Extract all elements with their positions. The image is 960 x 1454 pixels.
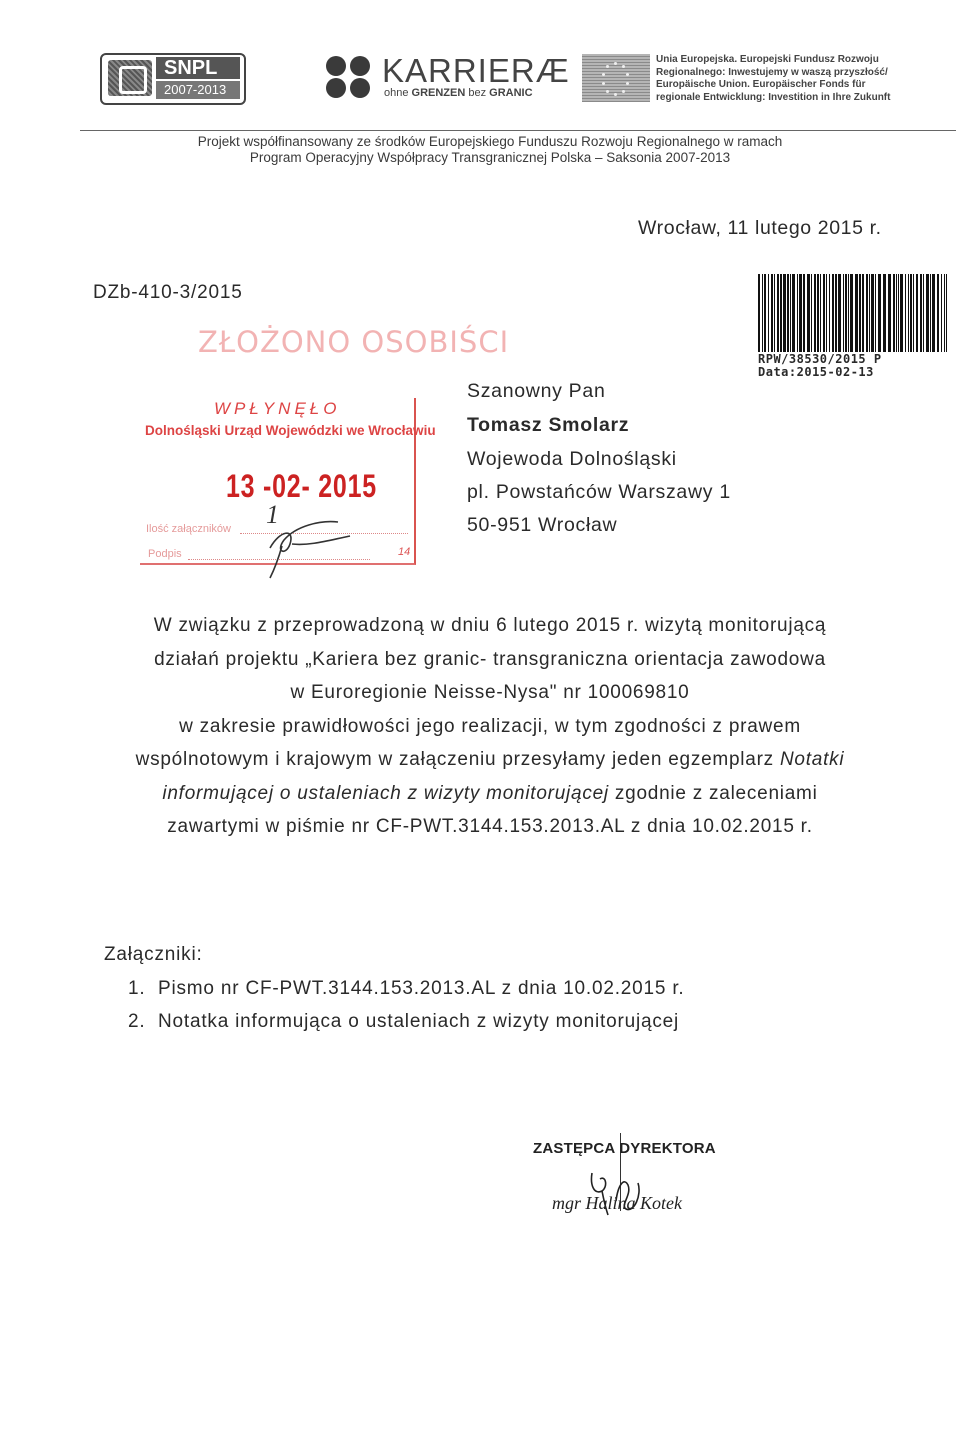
- body-line: wspólnotowym i krajowym w załączeniu przesyłamy jeden egzemplarz Notatki: [135, 749, 845, 770]
- snpl-logo-years: 2007-2013: [156, 81, 240, 99]
- stamp-wplynelo: WPŁYNĘŁO: [214, 399, 341, 418]
- barcode-label: RPW/38530/2015 P Data:2015-02-13: [758, 352, 882, 379]
- recipient-salutation: Szanowny Pan: [467, 380, 606, 402]
- handwritten-signature: [580, 1165, 700, 1225]
- recipient-title: Wojewoda Dolnośląski: [467, 448, 677, 470]
- eu-funding-text: Unia Europejska. Europejski Fundusz Rozwoju Regionalnego: Inwestujemy w waszą przyszłość/ Europäische Union. Europäischer Fonds für regionale Entwicklung: Investition in Ihre Zukunft: [656, 54, 891, 103]
- attachments-title: Załączniki:: [104, 944, 203, 965]
- body-line: informującej o ustaleniach z wizyty monitorującej zgodnie z zaleceniami: [162, 782, 818, 804]
- attachment-item: 2. Notatka informująca o ustaleniach z wizyty monitorującej: [128, 1011, 680, 1032]
- karriere-dots-icon: [326, 56, 374, 100]
- stamp-attachments-label: Ilość załączników: [146, 523, 231, 535]
- stamp-zlozono-osobiscie: ZŁOŻONO OSOBIŚCI: [198, 325, 510, 359]
- document-reference: DZb-410-3/2015: [93, 282, 243, 303]
- recipient-street: pl. Powstańców Warszawy 1: [467, 481, 731, 503]
- body-line: w Euroregionie Neisse-Nysa" nr 100069810: [290, 682, 690, 703]
- letter-body: [100, 609, 880, 844]
- snpl-emblem-icon: [108, 60, 152, 96]
- karriere-logo-title: KARRIERÆ: [382, 52, 570, 89]
- body-line: w zakresie prawidłowości jego realizacji, w tym zgodności z prawem: [179, 715, 801, 737]
- signature-stamp-role: ZASTĘPCA DYREKTORA: [533, 1140, 716, 1157]
- barcode-icon: [758, 274, 950, 352]
- recipient-city: 50-951 Wrocław: [467, 514, 618, 536]
- snpl-logo-title: SNPL: [156, 57, 240, 79]
- stamp-number: 14: [398, 546, 411, 558]
- signatory-name: mgr Halina Kotek: [552, 1193, 682, 1213]
- stamp-office-name: Dolnośląski Urząd Wojewódzki we Wrocławiu: [145, 423, 436, 438]
- recipient-name: Tomasz Smolarz: [467, 414, 630, 436]
- body-line: zawartymi w piśmie nr CF-PWT.3144.153.2013.AL z dnia 10.02.2015 r.: [167, 816, 813, 837]
- letter-date: Wrocław, 11 lutego 2015 r.: [638, 217, 882, 239]
- header-divider: [80, 130, 956, 131]
- stamp-receipt-date: 13 -02- 2015: [226, 468, 377, 504]
- body-line: działań projektu „Kariera bez granic- transgraniczna orientacja zawodowa: [154, 648, 826, 670]
- stamp-handwritten-signature: [240, 500, 360, 580]
- eu-flag-icon: [582, 54, 650, 102]
- body-line: W związku z przeprowadzoną w dniu 6 lutego 2015 r. wizytą monitorującą: [153, 615, 827, 636]
- karriere-logo-subtitle: ohne GRENZEN bez GRANIC: [384, 87, 533, 99]
- stamp-attachments-count: 1: [266, 500, 279, 529]
- cofinancing-note: Projekt współfinansowany ze środków Europejskiego Funduszu Rozwoju Regionalnego w ramach Program Operacyjny Współpracy Transgranicznej Polska – Saksonia 2007-2013: [197, 134, 783, 165]
- snpl-logo: [100, 53, 246, 105]
- stamp-signature-label: Podpis: [148, 548, 182, 560]
- attachment-item: 1. Pismo nr CF-PWT.3144.153.2013.AL z dnia 10.02.2015 r.: [128, 978, 685, 999]
